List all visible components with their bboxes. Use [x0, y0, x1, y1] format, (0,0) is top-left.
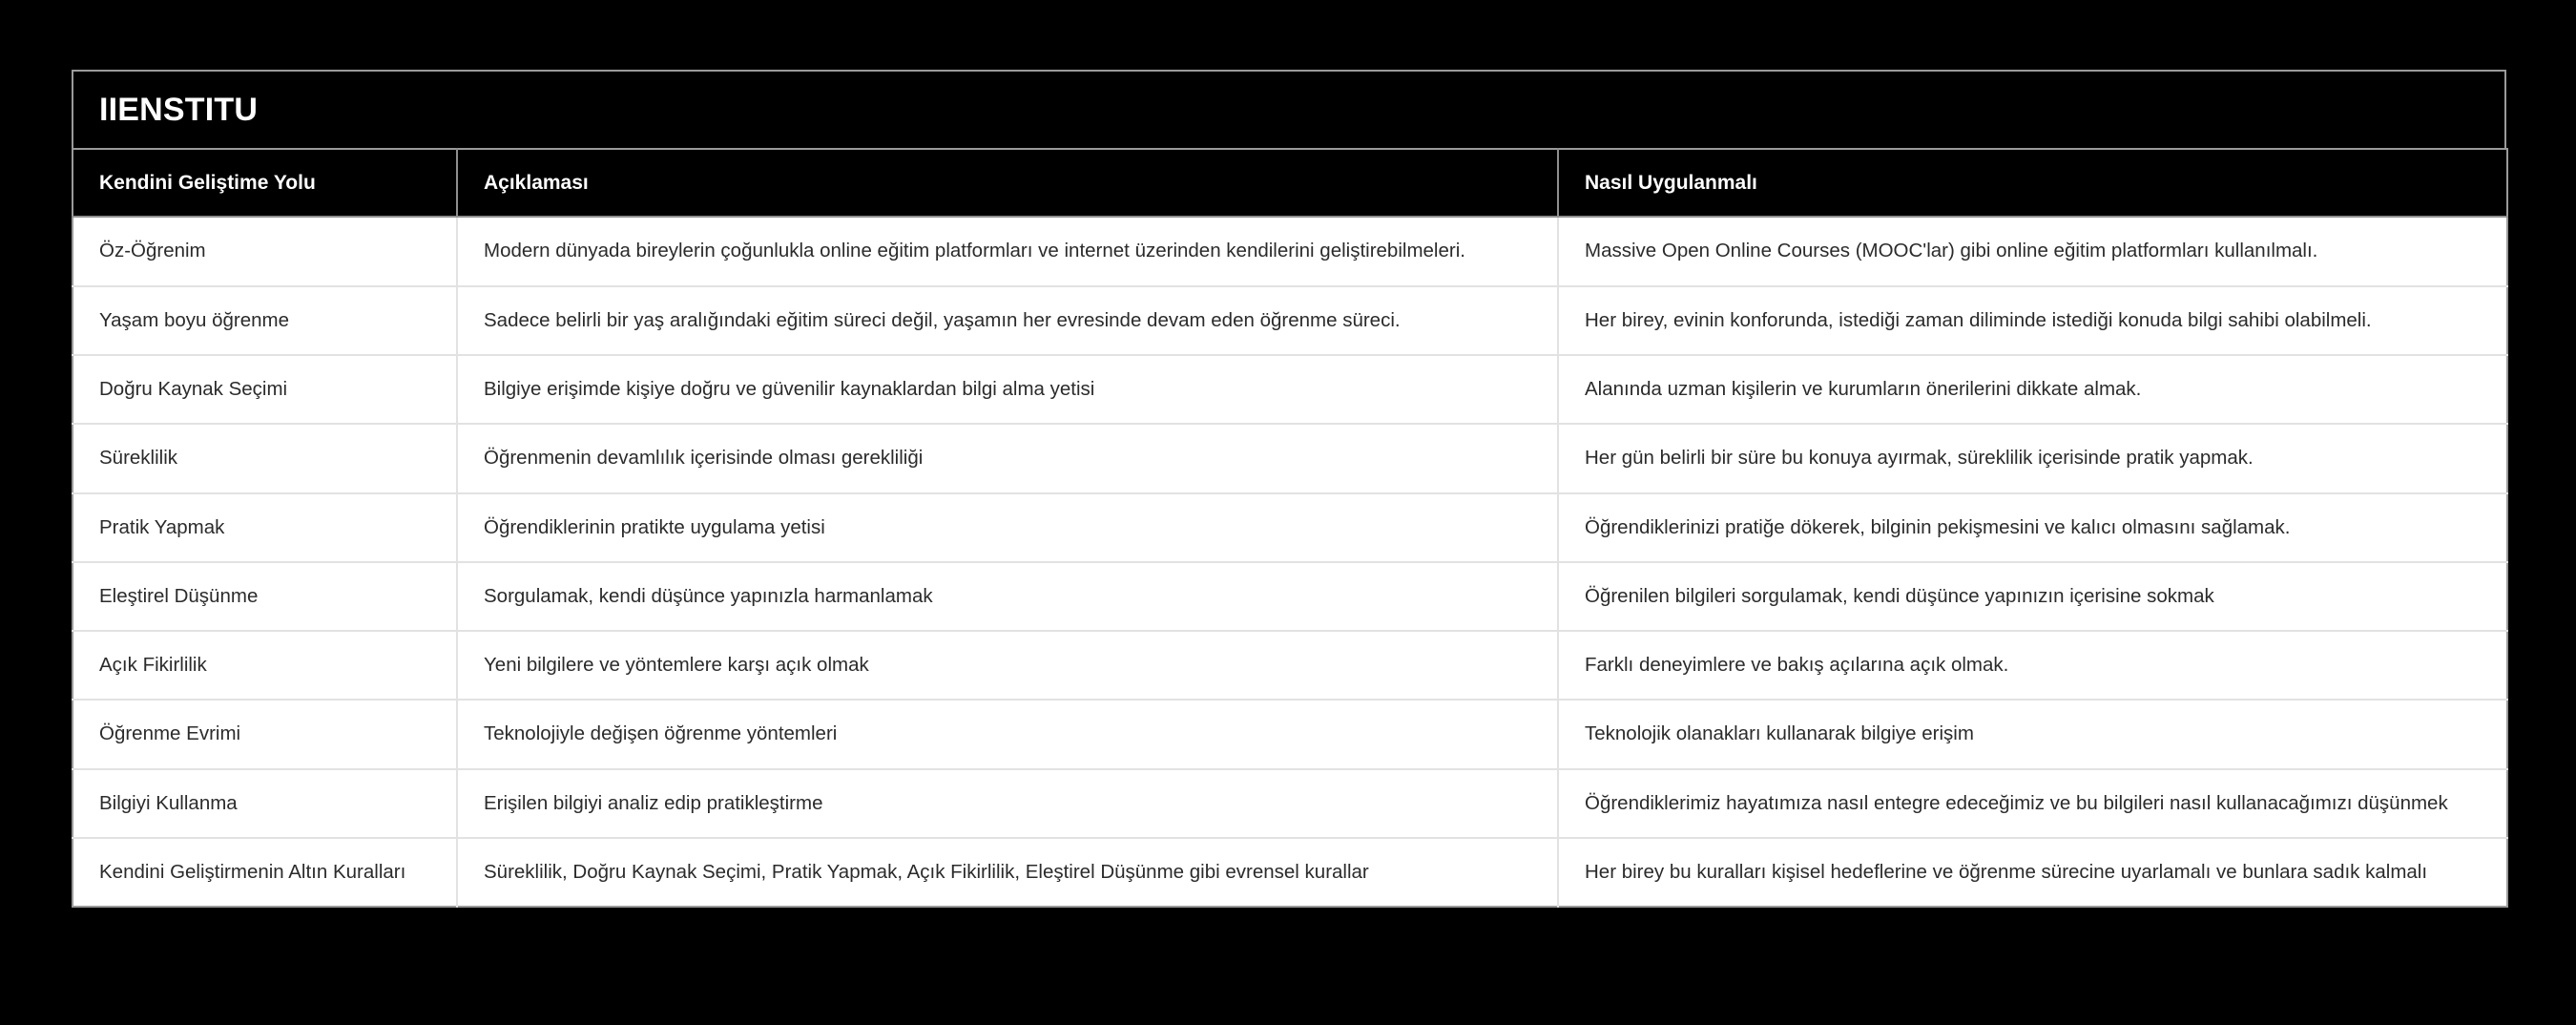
cell-description: Sorgulamak, kendi düşünce yapınızla harmanlamak: [457, 562, 1558, 631]
cell-topic: Bilgiyi Kullanma: [73, 769, 457, 838]
cell-topic: Süreklilik: [73, 424, 457, 492]
table-row: [73, 493, 2507, 562]
table-row: [73, 838, 2507, 907]
cell-application: Öğrenilen bilgileri sorgulamak, kendi düşünce yapınızın içerisine sokmak: [1558, 562, 2507, 631]
cell-topic: Öğrenme Evrimi: [73, 700, 457, 768]
cell-topic: Açık Fikirlilik: [73, 631, 457, 700]
cell-description: Teknolojiyle değişen öğrenme yöntemleri: [457, 700, 1558, 768]
cell-description: Sadece belirli bir yaş aralığındaki eğitim süreci değil, yaşamın her evresinde devam eden öğrenme süreci.: [457, 286, 1558, 355]
cell-description: Yeni bilgilere ve yöntemlere karşı açık olmak: [457, 631, 1558, 700]
table-header: [73, 149, 2507, 217]
table-row: [73, 700, 2507, 768]
column-header-description: Açıklaması: [457, 149, 1558, 217]
cell-application: Öğrendiklerinizi pratiğe dökerek, bilginin pekişmesini ve kalıcı olmasını sağlamak.: [1558, 493, 2507, 562]
cell-application: Her gün belirli bir süre bu konuya ayırmak, süreklilik içerisinde pratik yapmak.: [1558, 424, 2507, 492]
table-row: [73, 217, 2507, 285]
cell-topic: Öz-Öğrenim: [73, 217, 457, 285]
cell-topic: Doğru Kaynak Seçimi: [73, 355, 457, 424]
table-body: [73, 217, 2507, 907]
cell-topic: Pratik Yapmak: [73, 493, 457, 562]
cell-application: Her birey, evinin konforunda, istediği zaman diliminde istediği konuda bilgi sahibi olabilmeli.: [1558, 286, 2507, 355]
cell-description: Bilgiye erişimde kişiye doğru ve güvenilir kaynaklardan bilgi alma yetisi: [457, 355, 1558, 424]
table-row: [73, 769, 2507, 838]
table-header-row: [73, 149, 2507, 217]
brand-header: [72, 70, 2506, 148]
table-row: [73, 286, 2507, 355]
table-row: [73, 424, 2507, 492]
table-row: [73, 355, 2507, 424]
self-development-table: [72, 148, 2508, 908]
cell-description: Süreklilik, Doğru Kaynak Seçimi, Pratik Yapmak, Açık Fikirlilik, Eleştirel Düşünme gibi evrensel kurallar: [457, 838, 1558, 907]
cell-application: Öğrendiklerimiz hayatımıza nasıl entegre edeceğimiz ve bu bilgileri nasıl kullanacağımızı düşünmek: [1558, 769, 2507, 838]
cell-application: Farklı deneyimlere ve bakış açılarına açık olmak.: [1558, 631, 2507, 700]
cell-description: Öğrenmenin devamlılık içerisinde olması gerekliliği: [457, 424, 1558, 492]
column-header-application: Nasıl Uygulanmalı: [1558, 149, 2507, 217]
table-row: [73, 562, 2507, 631]
brand-logo-text: IIENSTITU: [99, 92, 259, 128]
cell-description: Öğrendiklerinin pratikte uygulama yetisi: [457, 493, 1558, 562]
cell-application: Alanında uzman kişilerin ve kurumların önerilerini dikkate almak.: [1558, 355, 2507, 424]
info-table-card: [72, 70, 2506, 908]
cell-topic: Yaşam boyu öğrenme: [73, 286, 457, 355]
cell-application: Her birey bu kuralları kişisel hedeflerine ve öğrenme sürecine uyarlamalı ve bunlara sadık kalmalı: [1558, 838, 2507, 907]
cell-application: Massive Open Online Courses (MOOC'lar) gibi online eğitim platformları kullanılmalı.: [1558, 217, 2507, 285]
table-row: [73, 631, 2507, 700]
cell-description: Erişilen bilgiyi analiz edip pratikleştirme: [457, 769, 1558, 838]
column-header-topic: Kendini Geliştime Yolu: [73, 149, 457, 217]
cell-application: Teknolojik olanakları kullanarak bilgiye erişim: [1558, 700, 2507, 768]
cell-description: Modern dünyada bireylerin çoğunlukla online eğitim platformları ve internet üzerinden kendilerini geliştirebilmeleri.: [457, 217, 1558, 285]
cell-topic: Kendini Geliştirmenin Altın Kuralları: [73, 838, 457, 907]
cell-topic: Eleştirel Düşünme: [73, 562, 457, 631]
